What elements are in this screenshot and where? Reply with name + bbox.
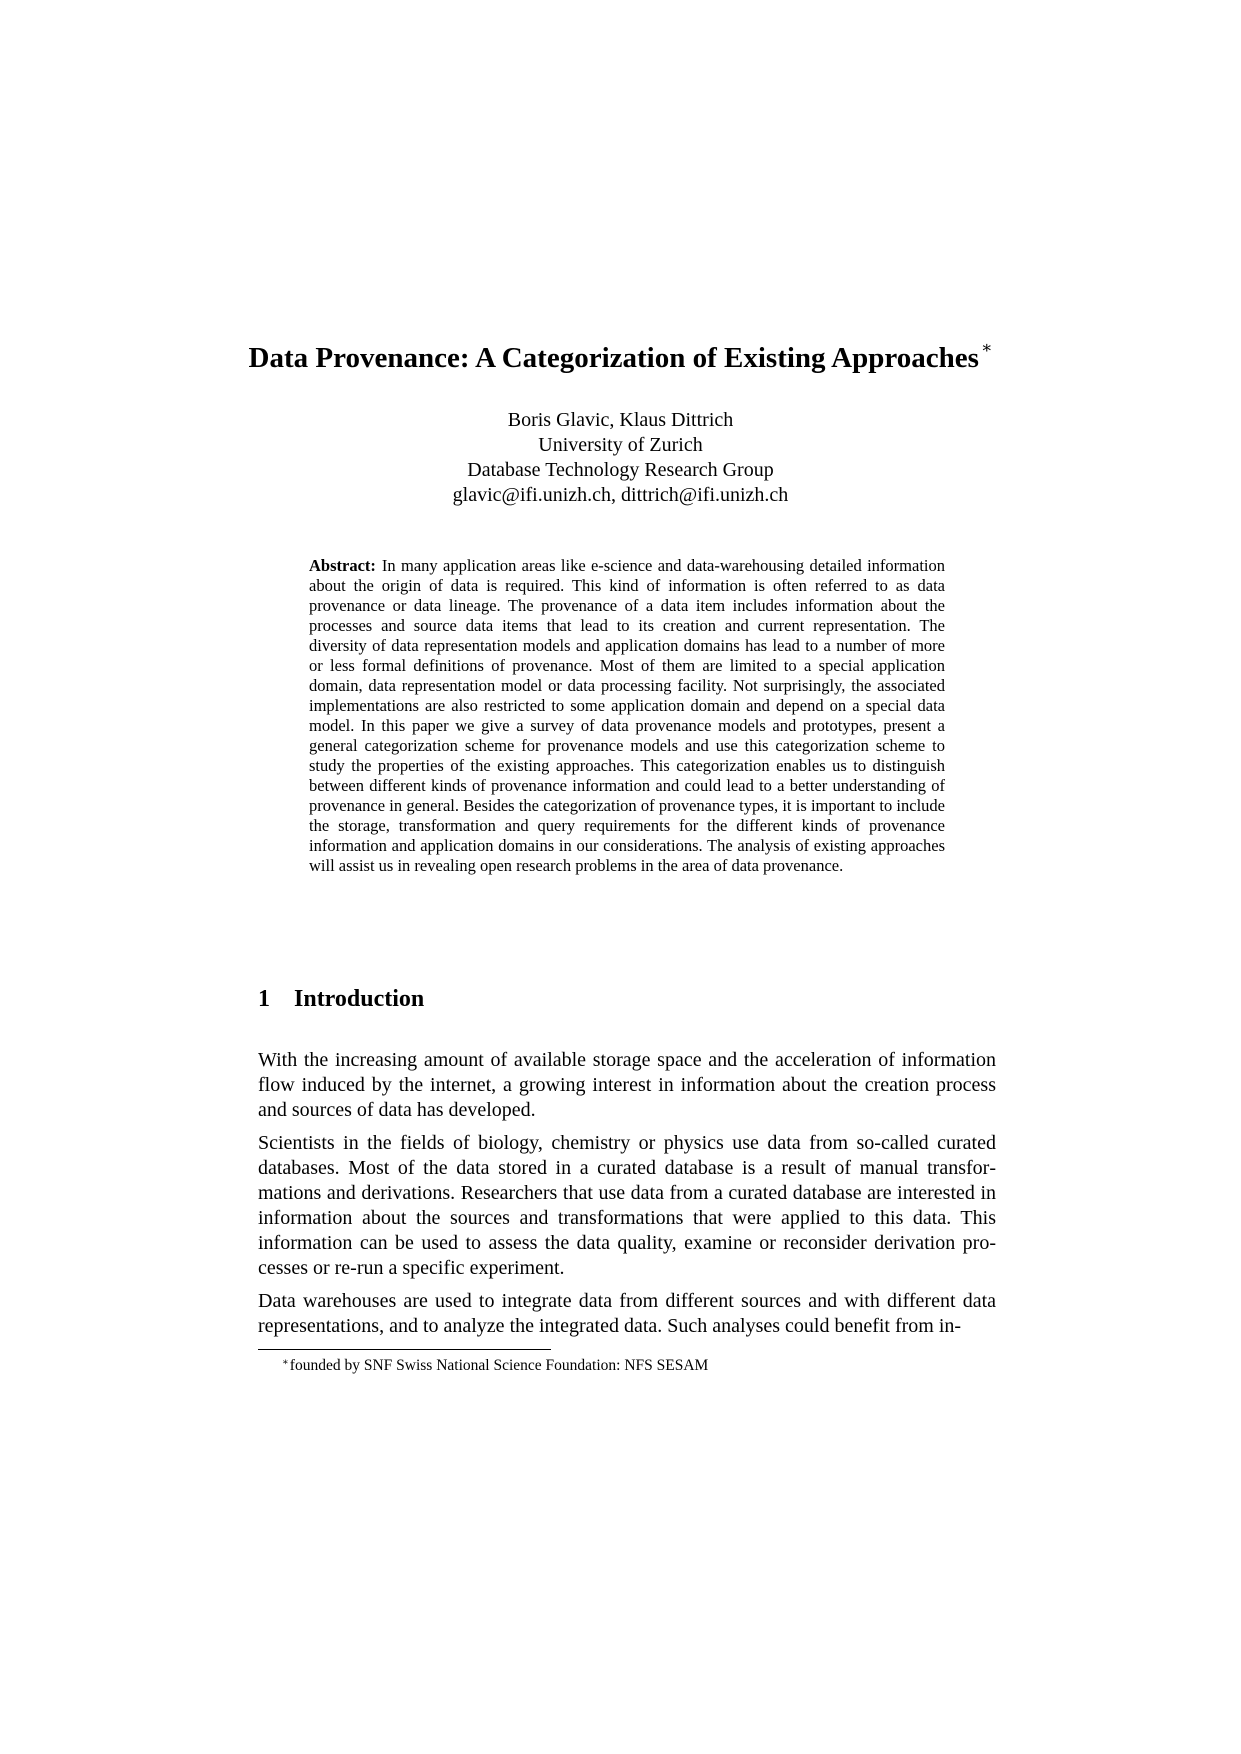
author-block [0,408,1241,508]
section-number: 1 [258,986,270,1012]
body-paragraph: Data warehouses are used to integrate data from different sources and with different data representations, and to analyze the integrated data. Such analyses could benefit from in- [258,1290,996,1337]
author-affiliation: University of Zurich [538,434,703,456]
paper-title [0,330,1241,376]
section-body [258,1048,996,1347]
abstract-label: Abstract: [309,556,376,575]
author-emails: glavic@ifi.unizh.ch, dittrich@ifi.unizh.ch [452,484,789,506]
body-paragraph: Scientists in the fields of biology, chemistry or physics use data from so-called curated databases. Most of the data stored in a curated database is a result of manual transformations and derivations. Researchers that use data from a curated database are interested in information about the sources and transformations that were applied to this data. This information can be used to assess the data quality, examine or reconsider derivation processes or re-run a specific experiment. [258,1132,996,1279]
footnote-marker: ∗ [282,1357,289,1368]
abstract [309,556,945,876]
footnote-divider [258,1349,551,1350]
author-group: Database Technology Research Group [467,459,774,481]
title-footnote-marker: ∗ [980,338,993,357]
abstract-text: In many application areas like e-science and data-warehousing detailed information about the origin of data is required. This kind of information is often referred to as data provenance or data lineage. The provenance of a data item includes information about the processes and source data items that lead to its creation and current representation. The diversity of data representation models and application domains has lead to a number of more or less formal definitions of provenance. Most of them are limited to a special application domain, data representation model or data processing facility. Not surprisingly, the associated implementations are also restricted to some application domain and depend on a special data model. In this paper we give a survey of data provenance models and prototypes, present a general categorization scheme for provenance models and use this categorization scheme to study the properties of the existing approaches. This categorization enables us to distinguish between different kinds of provenance information and could lead to a better understanding of provenance in general. Besides the categorization of provenance types, it is important to include the storage, transformation and query requirements for the different kinds of provenance information and application domains in our considerations. The analysis of existing approaches will assist us in revealing open research problems in the area of data provenance. [309,556,945,875]
footnote-text: founded by SNF Swiss National Science Foundation: NFS SESAM [289,1357,709,1374]
section-heading [258,984,424,1014]
paper-title-text: Data Provenance: A Categorization of Existing Approaches [248,342,979,374]
body-paragraph: With the increasing amount of available storage space and the acceleration of information flow induced by the internet, a growing interest in information about the creation process and sources of data has developed. [258,1049,996,1121]
author-names: Boris Glavic, Klaus Dittrich [507,409,734,431]
section-title: Introduction [294,986,425,1012]
footnote [282,1353,708,1376]
